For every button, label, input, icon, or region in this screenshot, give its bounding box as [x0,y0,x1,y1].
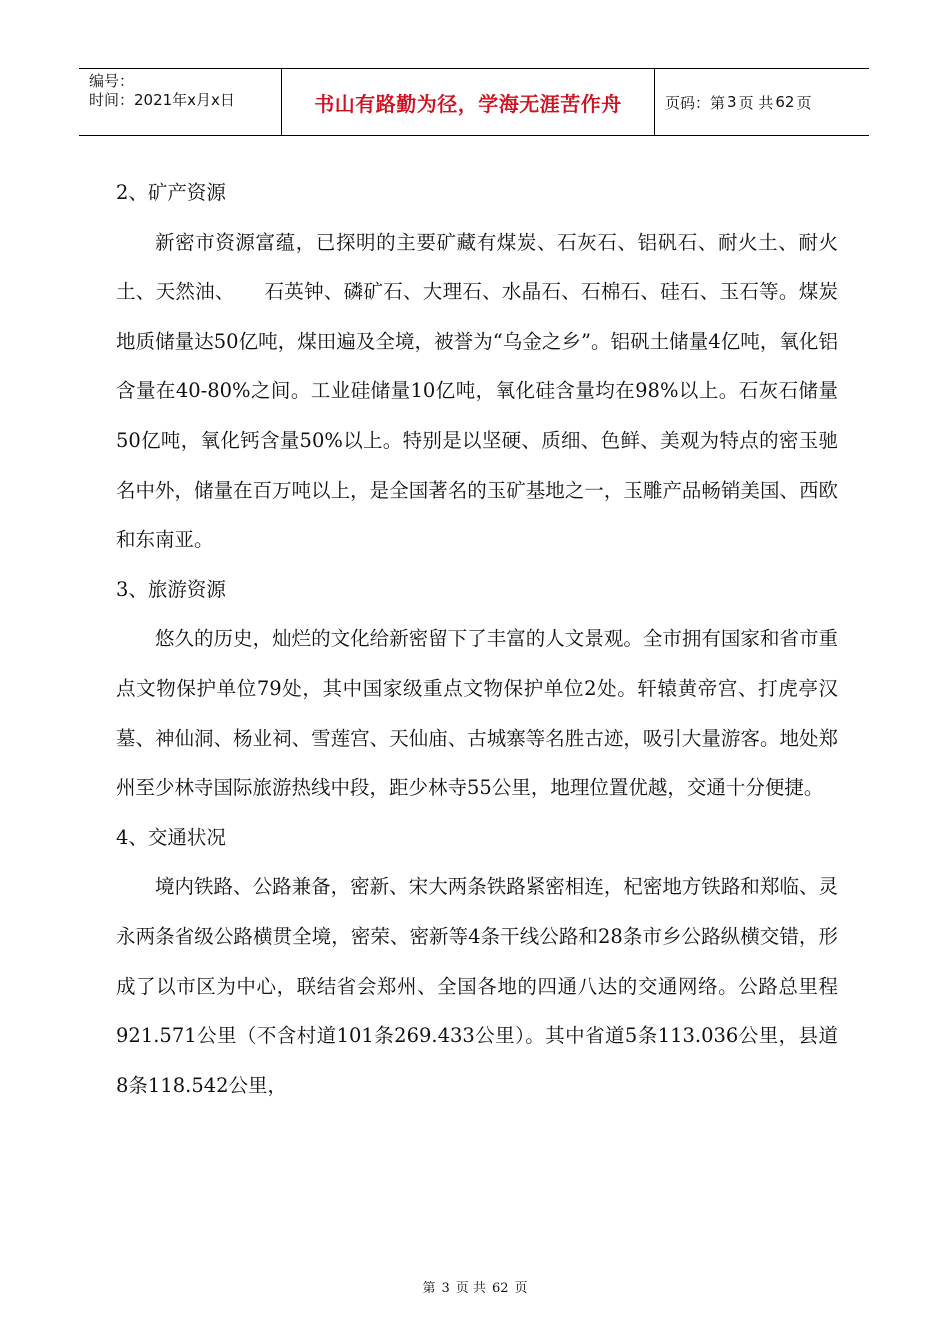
header-page-mid: 页 共 [738,93,774,112]
page-header [79,68,869,136]
section-heading-tourism: 3、旅游资源 [116,577,226,601]
document-number-label: 编号： [89,72,135,90]
footer-prefix: 第 [422,1281,436,1296]
header-page-total: 62 [775,93,795,111]
section-heading-transport: 4、交通状况 [116,825,226,849]
page-footer [0,1277,950,1296]
section-heading-minerals: 2、矿产资源 [116,181,226,204]
header-motto: 书山有路勤为径，学海无涯苦作舟 [282,69,655,135]
section-body-tourism: 悠久的历史，灿烂的文化给新密留下了丰富的人文景观。全市拥有国家和省市重点文物保护单位79处，其中国家级重点文物保护单位2处。轩辕黄帝宫、打虎亭汉墓、神仙洞、杨业祠、雪莲宫、天仙庙、古城寨等名胜古迹，吸引大量游客。地处郑州至少林寺国际旅游热线中段，距少林寺55公里，地理位置优越，交通十分便捷。 [116,627,838,800]
footer-mid: 页 共 [455,1281,486,1296]
header-page-suffix: 页 [796,93,812,112]
header-page-number [655,69,869,135]
header-page-current: 3 [727,93,737,111]
document-body [116,168,838,1110]
header-meta [79,69,282,135]
header-page-prefix: 页码：第 [665,93,726,112]
section-body-transport: 境内铁路、公路兼备，密新、宋大两条铁路紧密相连，杞密地方铁路和郑临、灵永两条省级公路横贯全境，密荣、密新等4条干线公路和28条市乡公路纵横交错，形成了以市区为中心，联结省会郑州、全国各地的四通八达的交通网络。公路总里程921.571公里（不含村道101条269.433公里）。其中省道5条113.036公里，县道8条118.542公里， [116,875,838,1097]
document-time-label: 时间：2021年x月x日 [89,91,235,109]
footer-page-current: 3 [441,1281,450,1296]
section-body-minerals: 新密市资源富蕴，已探明的主要矿藏有煤炭、石灰石、铝矾石、耐火土、耐火土、天然油、 石英钟、磷矿石、大理石、水晶石、石棉石、硅石、玉石等。煤炭地质储量达50亿吨，煤田遍及全境，被誉为“乌金之乡”。铝矾土储量4亿吨，氧化铝含量在40-80%之间。工业硅储量10亿吨，氧化硅含量均在98%以上。石灰石储量50亿吨，氧化钙含量50%以上。特别是以坚硬、质细、色鲜、美观为特点的密玉驰名中外，储量在百万吨以上，是全国著名的玉矿基地之一，玉雕产品畅销美国、西欧和东南亚。 [116,230,838,552]
footer-suffix: 页 [514,1281,528,1296]
footer-page-total: 62 [491,1281,509,1296]
